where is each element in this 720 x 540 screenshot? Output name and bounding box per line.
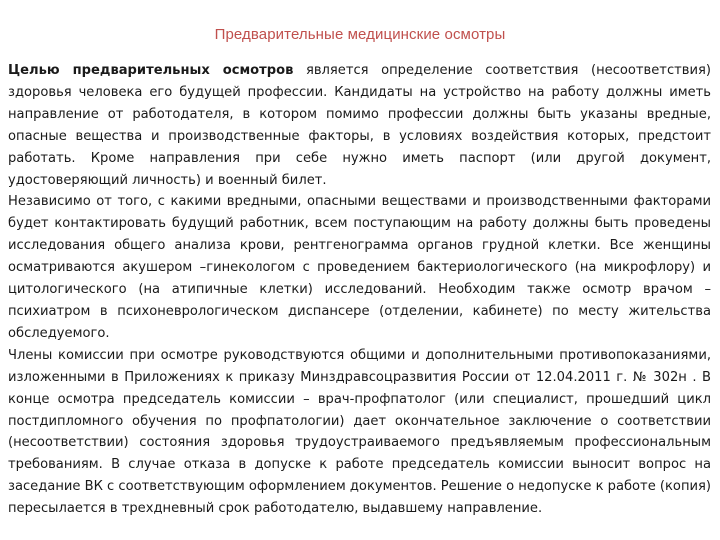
paragraph-commission: Члены комиссии при осмотре руководствуются общими и дополнительными противопоказаниями, изложенными в Приложениях к приказу Минздравсоцразвития России от 12.04.2011 г. № 302н . В конце осмотра председатель комиссии – врач-профпатолог (или специалист, прошедший цикл постдипломного обучения по профпатологии) дает окончательное заключение о соответствии (несоответствии) состояния здоровья трудоустраиваемого предъявляемым профессиональным требованиям. В случае отказа в допуске к работе председатель комиссии выносит вопрос на заседание ВК с соответствующим оформлением документов. Решение о недопуске к работе (копия) пересылается в трехдневный срок работодателю, выдавшему направление.	[8, 347, 711, 517]
slide-body	[8, 60, 711, 520]
paragraph-lead: Целью предварительных осмотров	[8, 63, 294, 78]
slide-title: Предварительные медицинские осмотры	[214, 26, 506, 43]
paragraph-text: является определение соответствия (несоответствия) здоровья человека его будущей профессии. Кандидаты на устройство на работу должны иметь направление от работодателя, в котором помимо профессии должны быть указаны вредные, опасные вещества и производственные факторы, в условиях воздействия которых, предстоит работать. Кроме направления при себе нужно иметь паспорт (или другой документ, удостоверяющий личность) и военный билет.	[8, 63, 711, 188]
paragraph-purpose	[8, 60, 711, 191]
paragraph-examinations: Независимо от того, с какими вредными, опасными веществами и производственными факторами будет контактировать будущий работник, всем поступающим на работу должны быть проведены исследования общего анализа крови, рентгенограмма органов грудной клетки. Все женщины осматриваются акушером –гинекологом с проведением бактериологического (на микрофлору) и цитологического (на атипичные клетки) исследований. Необходим также осмотр врачом –психиатром в психоневрологическом диспансере (отделении, кабинете) по месту жительства обследуемого.	[8, 194, 711, 341]
